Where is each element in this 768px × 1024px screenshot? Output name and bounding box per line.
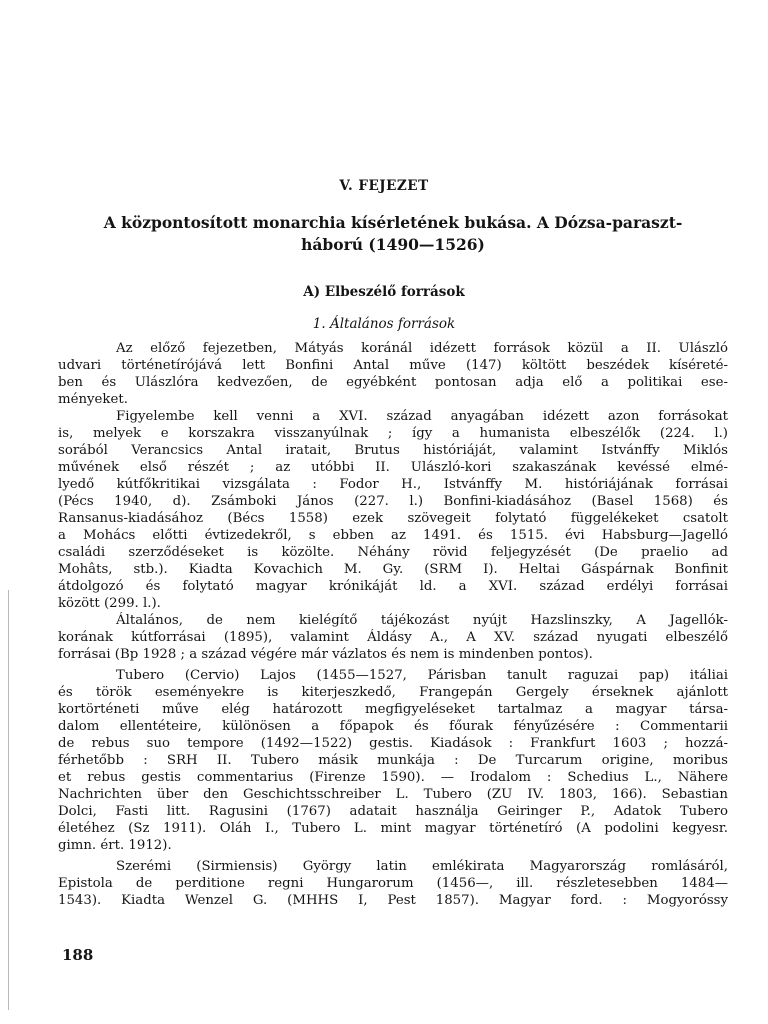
text-line: Epistola de perditione regni Hungarorum (1456—, ill. részletesebben 1484—: [58, 876, 728, 891]
text-line: a Mohács előtti évtizedekről, s ebben az 1491. és 1515. évi Habsburg—Jagelló: [58, 528, 728, 543]
text-line: Figyelembe kell venni a XVI. század anyagában idézett azon forrásokat: [116, 409, 728, 424]
paragraph: [58, 858, 728, 909]
text-line: ben és Ulászlóra kedvezően, de egyébként pontosan adja elő a politikai ese-: [58, 375, 728, 390]
chapter-heading: V. FEJEZET: [339, 178, 429, 194]
text-line: Mohâts, stb.). Kiadta Kovachich M. Gy. (SRM I). Heltai Gáspárnak Bonfinit: [58, 562, 728, 577]
text-line: korának kútforrásai (1895), valamint Áldásy A., A XV. század nyugati elbeszélő: [58, 630, 728, 645]
text-line: lyedő kútfőkritikai vizsgálata : Fodor H., Istvánffy M. históriájának forrásai: [58, 477, 728, 492]
text-line: Nachrichten über den Geschichtsschreiber L. Tubero (ZU IV. 1803, 166). Sebastian: [58, 787, 728, 802]
text-line: Dolci, Fasti litt. Ragusini (1767) adatait használja Geiringer P., Adatok Tubero: [58, 804, 728, 819]
text-line: életéhez (Sz 1911). Oláh I., Tubero L. mint magyar történetíró (A podolini kegyesr.: [58, 821, 728, 836]
text-line: Az előző fejezetben, Mátyás koránál idézett források közül a II. Ulászló: [116, 341, 728, 356]
text-line: Szerémi (Sirmiensis) György latin emlékirata Magyarország romlásáról,: [116, 859, 728, 874]
text-line: családi szerződéseket is közölte. Néhány rövid feljegyzését (De praelio ad: [58, 545, 728, 560]
text-line: között (299. l.).: [58, 596, 161, 611]
text-line: et rebus gestis commentarius (Firenze 1590). — Irodalom : Schedius L., Nähere: [58, 770, 728, 785]
text-line: Ransanus-kiadásához (Bécs 1558) ezek szövegeit folytató függelékeket csatolt: [58, 511, 728, 526]
text-line: 1543). Kiadta Wenzel G. (MHHS I, Pest 1857). Magyar ford. : Mogyoróssy: [58, 893, 728, 908]
scan-edge-line: [8, 590, 9, 1010]
text-line: dalom ellentéteire, különösen a főpapok és főurak fényűzésére : Commentarii: [58, 719, 728, 734]
text-line: kortörténeti műve elég határozott megfigyeléseket tartalmaz a magyar társa-: [58, 702, 728, 717]
paragraph: [58, 408, 728, 612]
text-line: udvari történetírójává lett Bonfini Antal műve (147) költött beszédek kíséreté-: [58, 358, 728, 373]
section-heading: A) Elbeszélő források: [303, 284, 465, 300]
paragraph: [58, 340, 728, 408]
text-line: és török eseményekre is kiterjeszkedő, Frangepán Gergely érseknek ajánlott: [58, 685, 728, 700]
text-line: Általános, de nem kielégítő tájékozást nyújt Hazslinszky, A Jagellók-: [116, 613, 728, 628]
text-line: ményeket.: [58, 392, 128, 407]
text-line: Tubero (Cervio) Lajos (1455—1527, Párisban tanult raguzai pap) itáliai: [116, 668, 728, 683]
text-line: átdolgozó és folytató magyar krónikáját ld. a XVI. század erdélyi forrásai: [58, 579, 728, 594]
body-text: [58, 340, 728, 909]
text-line: (Pécs 1940, d). Zsámboki János (227. l.) Bonfini-kiadásához (Basel 1568) és: [58, 494, 728, 509]
text-line: művének első részét ; az utóbbi II. Ulászló-kori szakaszának kevéssé elmé-: [58, 460, 728, 475]
chapter-title-line: háború (1490—1526): [301, 235, 485, 254]
chapter-title: [58, 212, 728, 256]
page-number: 188: [62, 946, 94, 964]
text-line: de rebus suo tempore (1492—1522) gestis. Kiadások : Frankfurt 1603 ; hozzá-: [58, 736, 728, 751]
paragraph: [58, 667, 728, 854]
text-line: is, melyek e korszakra visszanyúlnak ; így a humanista elbeszélők (224. l.): [58, 426, 728, 441]
text-line: gimn. ért. 1912).: [58, 838, 172, 853]
text-line: sorából Verancsics Antal iratait, Brutus históriáját, valamint Istvánffy Miklós: [58, 443, 728, 458]
chapter-title-line: A központosított monarchia kísérletének bukása. A Dózsa-paraszt-: [103, 213, 683, 232]
text-line: férhetőbb : SRH II. Tubero másik munkája : De Turcarum origine, moribus: [58, 753, 728, 768]
subsection-heading: 1. Általános források: [312, 316, 456, 332]
text-line: forrásai (Bp 1928 ; a század végére már vázlatos és nem is mindenben pontos).: [58, 647, 593, 662]
paragraph: [58, 612, 728, 663]
